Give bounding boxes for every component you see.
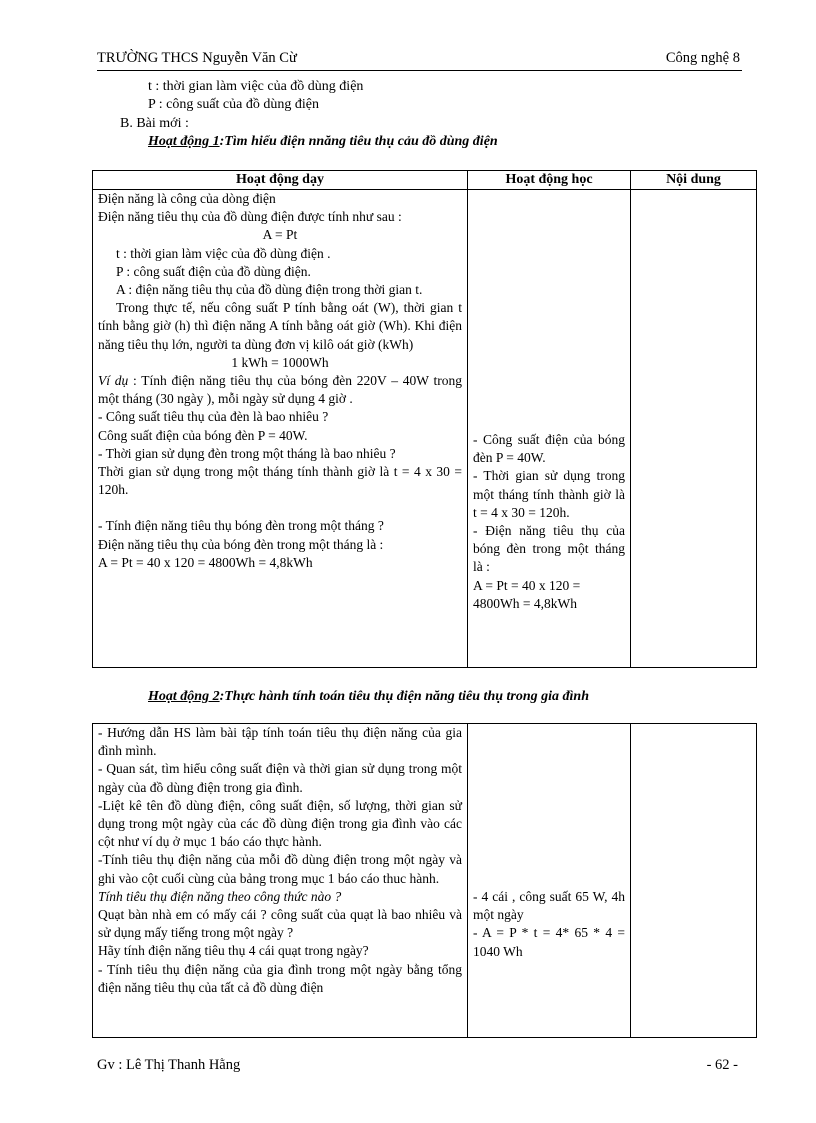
learning-cell — [468, 724, 631, 1038]
teach-text: Quạt bàn nhà em có mấy cái ? công suất của quạt là bao nhiêu và sử dụng mấy tiếng trong một ngày ? — [98, 907, 462, 941]
teach-text: Điện năng là công của dòng điện — [98, 191, 276, 206]
answer: Công suất điện của bóng đèn P = 40W. — [98, 427, 308, 443]
teach-question: Tính tiêu thụ điện năng theo công thức nào ? — [98, 888, 342, 904]
teach-text: Hãy tính điện năng tiêu thụ 4 cái quạt trong ngày? — [98, 943, 369, 959]
activity-1-heading — [148, 134, 498, 150]
activity-2-title: :Thực hành tính toán tiêu thụ điện năng tiêu thụ trong gia đình — [219, 689, 589, 704]
subject-name: Công nghệ 8 — [665, 50, 740, 66]
teach-text: Điện năng tiêu thụ của đồ dùng điện được tính như sau : — [98, 209, 402, 225]
teaching-cell — [93, 190, 468, 668]
col-header-content: Nội dung — [631, 171, 757, 190]
learning-cell — [468, 190, 631, 668]
activity-1-prefix: Hoạt động 1 — [148, 134, 220, 149]
col-header-teaching: Hoạt động dạy — [93, 171, 468, 190]
activity-1-title: :Tìm hiểu điện nnăng tiêu thụ cảu đồ dùng điện — [219, 134, 498, 149]
unit-conversion: 1 kWh = 1000Wh — [231, 354, 329, 370]
example-text — [98, 372, 462, 408]
col-header-learning: Hoạt động học — [468, 171, 631, 190]
intro-p-line: P : công suất của đồ dùng điện — [148, 97, 319, 112]
formula: A = Pt — [262, 227, 298, 243]
learn-text: - Thời gian sử dụng trong một tháng tính thành giờ là t = 4 x 30 = 120h. — [473, 468, 625, 520]
learn-text: - 4 cái , công suất 65 W, 4h một ngày — [473, 889, 625, 923]
teach-text: P : công suất điện của đồ dùng điện. — [116, 263, 311, 279]
teach-text: Trong thực tế, nếu công suất P tính bằng oát (W), thời gian t tính bằng giờ (h) thì điện năng A tính bằng oát giờ (Wh). Khi điện năng tiêu thụ lớn, người ta dùng đơn vị kilô oát giờ (kWh) — [98, 300, 462, 352]
question: - Thời gian sử dụng đèn trong một tháng là bao nhiêu ? — [98, 445, 396, 461]
intro-t-line: t : thời gian làm việc của đồ dùng điện — [148, 79, 364, 94]
activity-2-heading — [148, 689, 589, 705]
teach-text: - Tính tiêu thụ điện năng của gia đình trong một ngày bằng tổng điện năng tiêu thụ của tất cả đồ dùng điện — [98, 961, 462, 995]
example-label: Ví dụ — [98, 373, 129, 389]
content-cell — [631, 724, 757, 1038]
answer: Điện năng tiêu thụ của bóng đèn trong một tháng là : — [98, 536, 384, 552]
learn-text: A = Pt = 40 x 120 = 4800Wh = 4,8kWh — [473, 577, 581, 611]
teach-text: t : thời gian làm việc của đồ dùng điện . — [116, 245, 331, 261]
example-body: : Tính điện năng tiêu thụ của bóng đèn 220V – 40W trong một tháng (30 ngày ), mỗi ngày sử dụng 4 giờ . — [98, 373, 462, 407]
content-cell — [631, 190, 757, 668]
learn-text: - Điện năng tiêu thụ của bóng đèn trong một tháng là : — [473, 523, 625, 575]
table-row — [93, 190, 757, 668]
teach-text: - Quan sát, tìm hiểu công suất điện và thời gian sử dụng trong một ngày của đồ dùng điện trong gia đình. — [98, 761, 462, 795]
teach-text: -Liệt kê tên đồ dùng điện, công suất điện, số lượng, thời gian sử dụng trong một ngày của các đồ dùng điện trong gia đình vào các cột như ví dụ ở mục 1 báo cáo thực hành. — [98, 797, 462, 850]
activity-2-prefix: Hoạt động 2 — [148, 689, 220, 704]
teach-text: -Tính tiêu thụ điện năng của mỗi đồ dùng điện trong một ngày và ghi vào cột cuối cùng của bảng trong mục 1 báo cáo thuc hành. — [98, 852, 462, 886]
teacher-name: Gv : Lê Thị Thanh Hằng — [97, 1057, 241, 1073]
question: - Công suất tiêu thụ của đèn là bao nhiêu ? — [98, 409, 329, 425]
section-b-heading: B. Bài mới : — [120, 116, 189, 131]
table-row — [93, 724, 757, 1038]
answer: Thời gian sử dụng trong một tháng tính thành giờ là t = 4 x 30 = 120h. — [98, 464, 462, 498]
teaching-cell — [93, 724, 468, 1038]
table-header-row — [93, 171, 757, 190]
question: - Tính điện năng tiêu thụ bóng đèn trong một tháng ? — [98, 518, 384, 534]
teach-text: - Hướng dẫn HS làm bài tập tính toán tiêu thụ điện năng của gia đình mình. — [98, 725, 462, 759]
activity-2-table — [92, 723, 757, 1038]
page-header — [97, 48, 742, 71]
learn-text: - A = P * t = 4* 65 * 4 = 1040 Wh — [473, 925, 625, 959]
activity-1-table — [92, 170, 757, 668]
school-name: TRƯỜNG THCS Nguyễn Văn Cừ — [97, 50, 297, 66]
answer: A = Pt = 40 x 120 = 4800Wh = 4,8kWh — [98, 554, 313, 570]
teach-text: A : điện năng tiêu thụ của đồ dùng điện trong thời gian t. — [116, 282, 423, 298]
learn-text: - Công suất điện của bóng đèn P = 40W. — [473, 432, 625, 466]
page-number: - 62 - — [706, 1057, 738, 1073]
